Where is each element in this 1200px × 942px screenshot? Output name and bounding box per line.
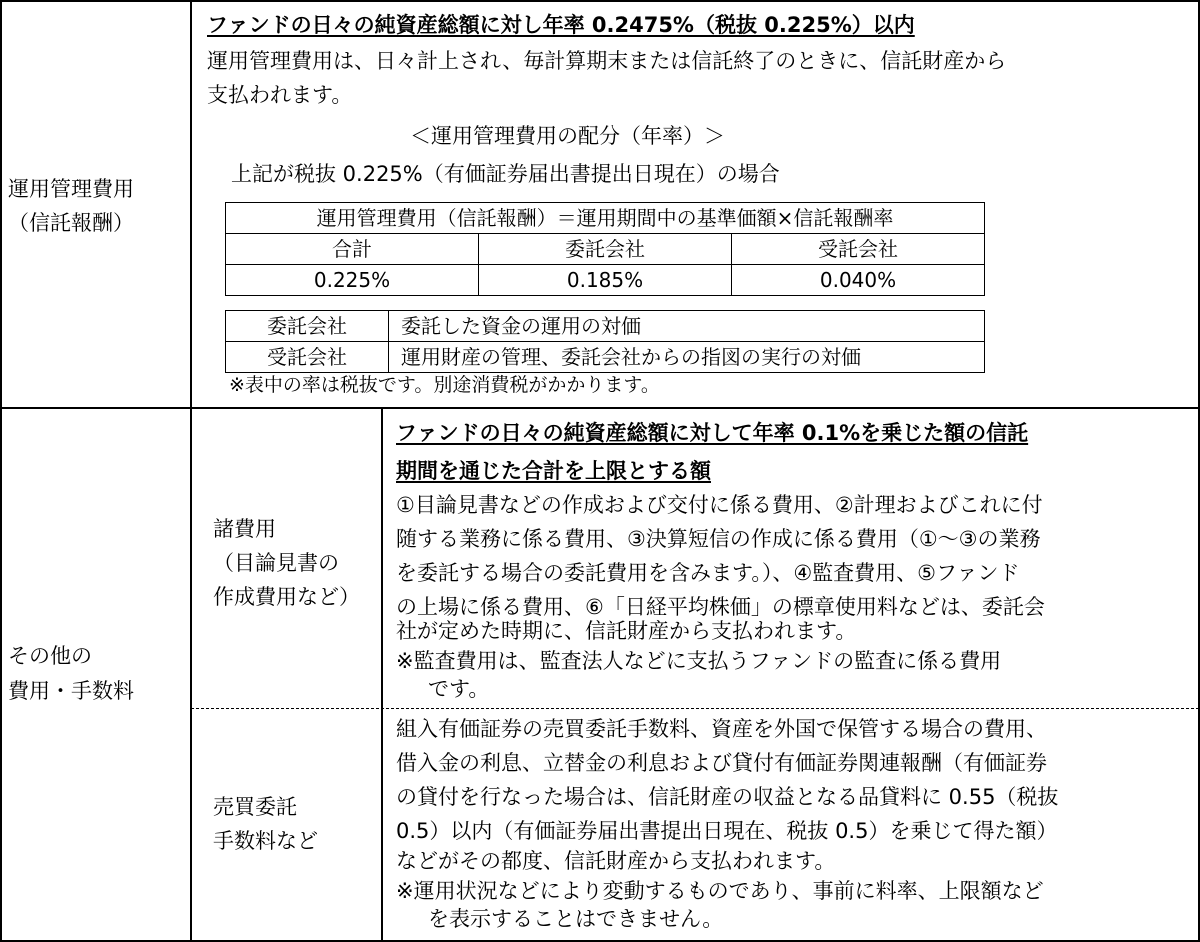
- misc-fees-label-line3: 作成費用など）: [213, 585, 360, 609]
- section2-label-line2: 費用・手数料: [8, 679, 134, 703]
- trust-fee-headline: ファンドの日々の純資産総額に対し年率 0.2475%（税抜 0.225%）以内: [207, 13, 915, 37]
- misc-fees-label-line2: （目論見書の: [213, 551, 339, 575]
- role-table: [225, 310, 985, 373]
- audit-fee-note-line1: ※監査費用は、監査法人などに支払うファンドの監査に係る費用: [396, 649, 1002, 673]
- misc-fees-body-line: の上場に係る費用、⑥「日経平均株価」の標章使用料などは、委託会: [396, 595, 1045, 619]
- role-party: 委託会社: [226, 311, 389, 342]
- tax-footnote: ※表中の率は税抜です。別途消費税がかかります。: [229, 374, 660, 396]
- role-party: 受託会社: [226, 342, 389, 373]
- header-total: 合計: [226, 234, 479, 265]
- label-column-divider: [190, 0, 192, 942]
- misc-fees-headline-line1: ファンドの日々の純資産総額に対して年率 0.1%を乗じた額の信託: [396, 421, 1029, 445]
- border-top: [0, 0, 1200, 2]
- brokerage-note-line2: を表示することはできません。: [428, 907, 724, 931]
- table-row: [226, 311, 985, 342]
- misc-fees-label-line1: 諸費用: [213, 517, 276, 541]
- section2-label-line1: その他の: [8, 644, 92, 668]
- misc-fees-headline-line2: 期間を通じた合計を上限とする額: [396, 459, 711, 483]
- misc-fees-body-line: 社が定めた時期に、信託財産から支払われます。: [396, 619, 857, 643]
- section1-label-line1: 運用管理費用: [8, 177, 134, 201]
- value-trustee: 0.040%: [732, 265, 985, 296]
- audit-fee-note-line2: です。: [428, 677, 490, 701]
- brokerage-body-line: 借入金の利息、立替金の利息および貸付有価証券関連報酬（有価証券: [396, 751, 1047, 775]
- header-management-company: 委託会社: [479, 234, 732, 265]
- sub-column-divider: [381, 408, 383, 942]
- border-left: [0, 0, 2, 942]
- value-total: 0.225%: [226, 265, 479, 296]
- brokerage-note-line1: ※運用状況などにより変動するものであり、事前に料率、上限額など: [396, 879, 1044, 903]
- misc-fees-body-line: ①目論見書などの作成および交付に係る費用、②計理およびこれに付: [396, 493, 1043, 517]
- allocation-table: [225, 202, 985, 296]
- misc-fees-body-line: 随する業務に係る費用、③決算短信の作成に係る費用（①～③の業務: [396, 527, 1041, 551]
- value-management-company: 0.185%: [479, 265, 732, 296]
- trust-fee-description-line1: 運用管理費用は、日々計上され、毎計算期末または信託終了のときに、信託財産から: [207, 49, 1007, 73]
- allocation-title: ＜運用管理費用の配分（年率）＞: [410, 124, 725, 148]
- brokerage-body-line: 0.5）以内（有価証券届出書提出日現在、税抜 0.5）を乗じて得た額）: [396, 819, 1058, 843]
- role-description: 委託した資金の運用の対価: [389, 311, 985, 342]
- table-row: [226, 342, 985, 373]
- section-divider: [0, 407, 1200, 409]
- role-description: 運用財産の管理、委託会社からの指図の実行の対価: [389, 342, 985, 373]
- allocation-note: 上記が税抜 0.225%（有価証券届出書提出日現在）の場合: [231, 162, 780, 186]
- misc-fees-body-line: を委託する場合の委託費用を含みます。）、④監査費用、⑤ファンド: [396, 561, 1020, 585]
- brokerage-body-line: などがその都度、信託財産から支払われます。: [396, 849, 836, 873]
- sub-row-divider: [191, 708, 1199, 709]
- allocation-formula: 運用管理費用（信託報酬）＝運用期間中の基準価額×信託報酬率: [226, 203, 985, 234]
- section1-label-line2: （信託報酬）: [8, 211, 134, 235]
- header-trustee: 受託会社: [732, 234, 985, 265]
- trust-fee-description-line2: 支払われます。: [207, 83, 353, 107]
- brokerage-body-line: の貸付を行なった場合は、信託財産の収益となる品貸料に 0.55（税抜: [396, 785, 1059, 809]
- brokerage-label-line2: 手数料など: [213, 829, 318, 853]
- brokerage-body-line: 組入有価証券の売買委託手数料、資産を外国で保管する場合の費用、: [396, 717, 1047, 741]
- brokerage-label-line1: 売買委託: [213, 795, 297, 819]
